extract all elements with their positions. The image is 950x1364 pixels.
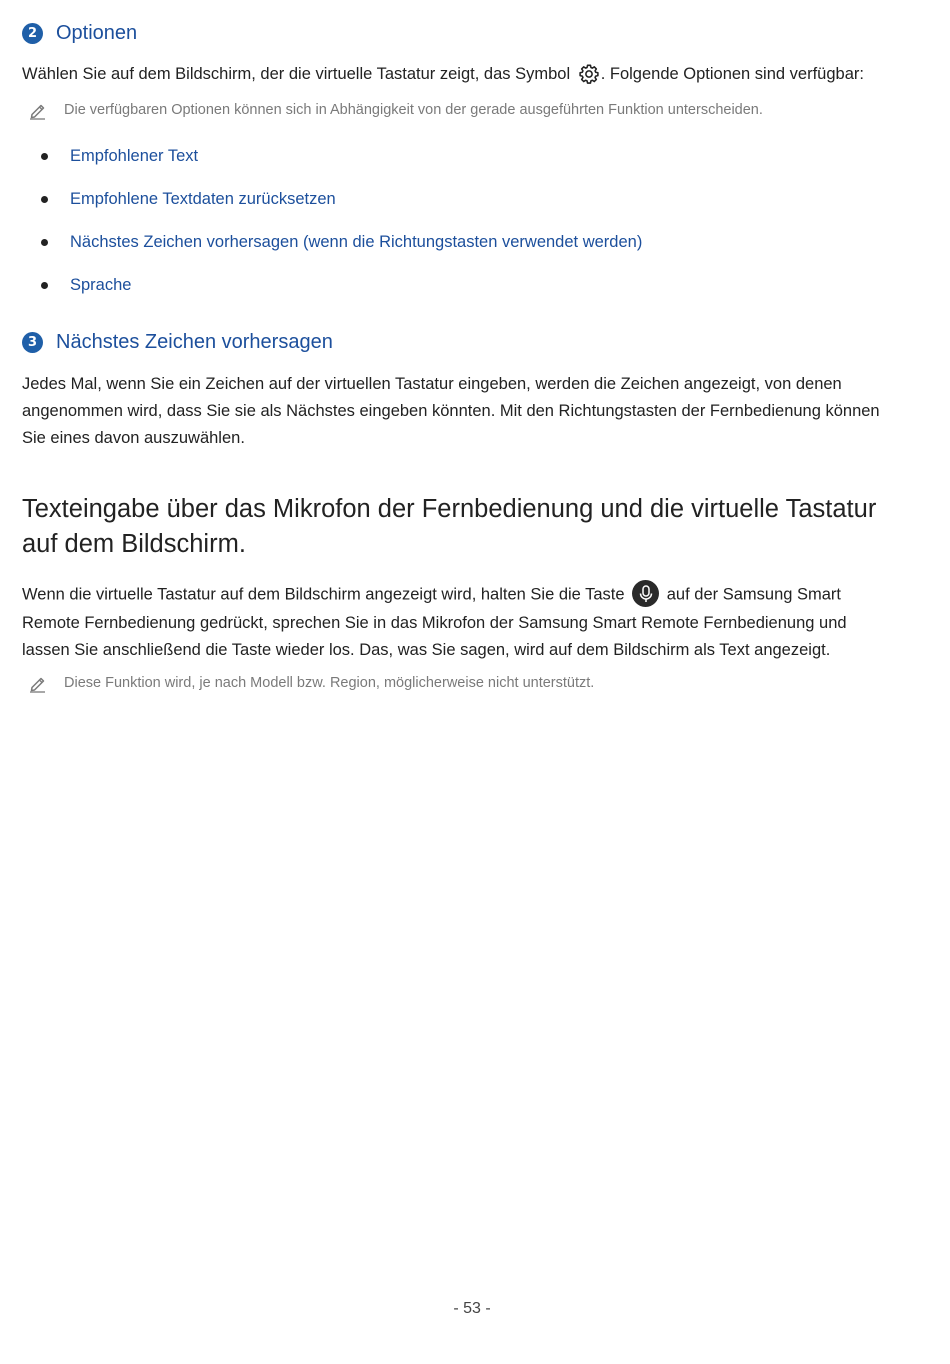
optionen-intro-text-1: Wählen Sie auf dem Bildschirm, der die virtuelle Tastatur zeigt, das Symbol	[22, 65, 575, 83]
note-text: Die verfügbaren Optionen können sich in Abhängigkeit von der gerade ausgeführten Funktion unterscheiden.	[64, 102, 763, 118]
bullet-dot	[41, 239, 48, 246]
step-badge-2: 2	[22, 23, 43, 44]
note-funktion	[22, 673, 594, 693]
bullet-dot	[41, 282, 48, 289]
list-item	[22, 264, 642, 307]
list-item	[22, 221, 642, 264]
option-empfohlener-text: Empfohlener Text	[70, 147, 199, 165]
section-optionen-header	[22, 22, 137, 45]
section-title-optionen: Optionen	[56, 22, 138, 44]
bullet-dot	[41, 196, 48, 203]
voice-body	[22, 580, 892, 664]
section-vorhersagen-header	[22, 331, 333, 354]
options-list	[22, 135, 642, 307]
page-heading-texteingabe: Texteingabe über das Mikrofon der Fernbedienung und die virtuelle Tastatur auf dem Bildschirm.	[22, 495, 877, 558]
pencil-note-icon	[28, 673, 48, 693]
option-naechstes-zeichen: Nächstes Zeichen vorhersagen (wenn die Richtungstasten verwendet werden)	[70, 233, 643, 251]
note-optionen	[22, 100, 763, 120]
microphone-icon	[632, 580, 659, 607]
pencil-note-icon	[28, 100, 48, 120]
section-title-vorhersagen: Nächstes Zeichen vorhersagen	[56, 331, 333, 353]
optionen-intro	[22, 61, 892, 88]
list-item	[22, 135, 642, 178]
page-number: - 53 -	[453, 1300, 491, 1317]
note-text: Diese Funktion wird, je nach Modell bzw. Region, möglicherweise nicht unterstützt.	[64, 675, 595, 691]
voice-body-text-2: auf der Samsung Smart Remote Fernbedienung gedrückt, sprechen Sie in das Mikrofon der Samsung Smart Remote Fernbedienung und lassen Sie anschließend die Taste wieder los. Das, was Sie sagen, wird auf dem Bildschirm als Text angezeigt.	[22, 585, 847, 659]
optionen-intro-text-2: . Folgende Optionen sind verfügbar:	[600, 65, 864, 83]
step-badge-3: 3	[22, 332, 43, 353]
vorhersagen-body: Jedes Mal, wenn Sie ein Zeichen auf der virtuellen Tastatur eingeben, werden die Zeichen angezeigt, von denen angenommen wird, dass Sie sie als Nächstes eingeben könnten. Mit den Richtungstasten der Fernbedienung können Sie eines davon auszuwählen.	[22, 375, 880, 447]
option-textdaten-zuruecksetzen: Empfohlene Textdaten zurücksetzen	[70, 190, 336, 208]
voice-body-text-1: Wenn die virtuelle Tastatur auf dem Bildschirm angezeigt wird, halten Sie die Taste	[22, 585, 630, 604]
bullet-dot	[41, 153, 48, 160]
gear-icon	[578, 63, 600, 85]
option-sprache: Sprache	[70, 276, 132, 294]
list-item	[22, 178, 642, 221]
